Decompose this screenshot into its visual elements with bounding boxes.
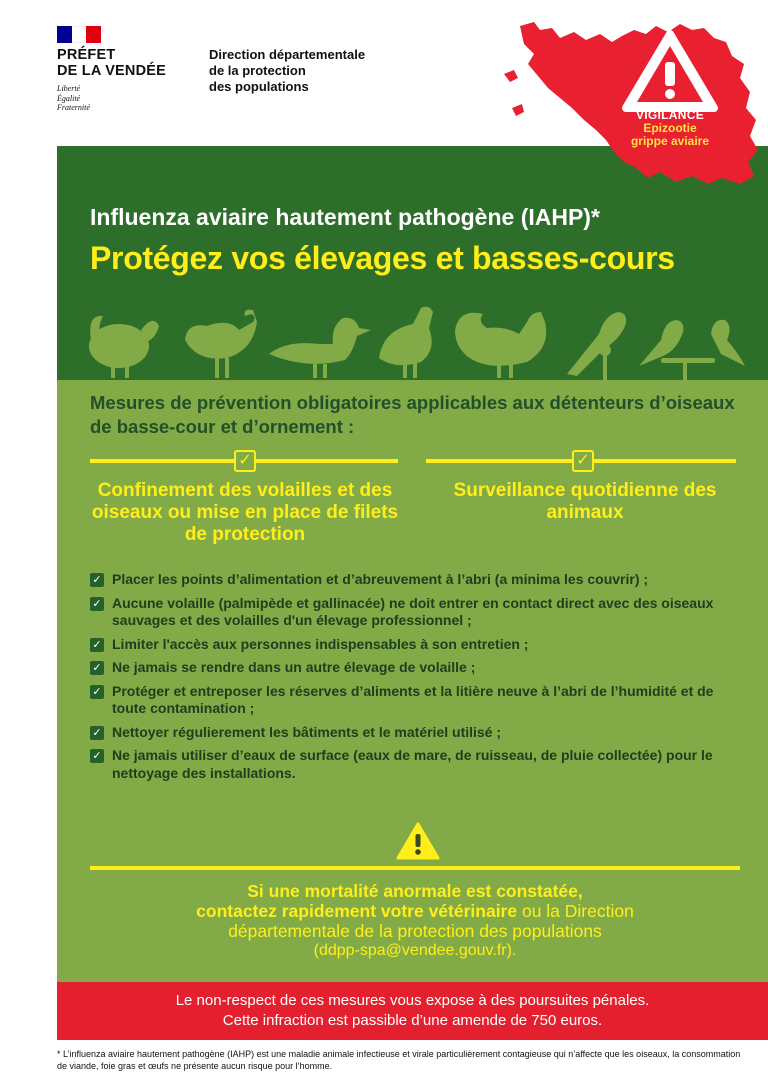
poster-subtitle: Influenza aviaire hautement pathogène (IAHP)* [90, 204, 600, 230]
hen-icon [185, 310, 257, 378]
contact-line-2 [90, 901, 740, 921]
list-item [90, 659, 750, 677]
ddpp-line-3: des populations [209, 79, 309, 94]
vendee-map-icon [500, 12, 762, 188]
list-item [90, 724, 750, 742]
warning-icon [396, 822, 440, 860]
parrot-icon [567, 312, 626, 380]
motto-egalite: Égalité [57, 93, 81, 103]
measure-text: Limiter l'accès aux personnes indispensables à son entretien ; [112, 635, 529, 652]
alert-divider [90, 866, 740, 870]
prefet-line-1: PRÉFET [57, 47, 116, 63]
duck-icon [269, 318, 371, 378]
check-icon: ✓ [90, 597, 104, 611]
measures-list [90, 571, 750, 788]
contact-line-3: départementale de la protection des populations [228, 921, 602, 941]
guinea-fowl-icon [379, 307, 433, 378]
check-icon: ✓ [90, 573, 104, 587]
contact-or-ddpp: ou la Direction [517, 901, 634, 921]
penalty-line-2: Cette infraction est passible d’une amende de 750 euros. [222, 1012, 603, 1029]
rooster-icon [455, 312, 546, 378]
check-icon: ✓ [90, 726, 104, 740]
contact-block [90, 881, 740, 961]
vigilance-grippe: grippe aviaire [630, 134, 710, 148]
prefet-title [57, 47, 166, 79]
ddpp-label [209, 47, 365, 95]
checkbox-icon-right: ✓ [572, 450, 594, 472]
measure-text: Nettoyer régulierement les bâtiments et le matériel utilisé ; [112, 723, 502, 740]
measure-text: Aucune volaille (palmipède et gallinacée) ne doit entrer en contact direct avec des oiseaux sauvages et des volailles d'un élevage professionnel ; [112, 594, 714, 628]
birds-silhouettes [57, 300, 768, 382]
poster-title: Protégez vos élevages et basses-cours [90, 240, 675, 276]
vigilance-label: VIGILANCE [635, 108, 705, 122]
measure-text: Protéger et entreposer les réserves d’aliments et la litière neuve à l’abri de l’humidité et de toute contamination ; [112, 682, 714, 716]
list-item [90, 571, 750, 589]
budgies-icon [639, 320, 745, 380]
surveillance-heading: Surveillance quotidienne des animaux [453, 480, 717, 523]
measures-intro: Mesures de prévention obligatoires applicables aux détenteurs d’oiseaux de basse-cour et d’ornement : [90, 392, 735, 437]
contact-email[interactable]: (ddpp-spa@vendee.gouv.fr). [313, 942, 517, 959]
penalty-banner [57, 982, 768, 1040]
motto-fraternite: Fraternité [57, 103, 90, 112]
ddpp-line-1: Direction départementale [209, 47, 366, 62]
check-icon: ✓ [90, 638, 104, 652]
republic-motto [57, 84, 90, 113]
vigilance-badge [620, 109, 720, 148]
check-icon: ✓ [90, 661, 104, 675]
contact-vet: contactez rapidement votre vétérinaire [196, 901, 518, 921]
check-icon: ✓ [90, 749, 104, 763]
penalty-line-1: Le non-respect de ces mesures vous expose à des poursuites pénales. [175, 992, 650, 1009]
vigilance-epizootie: Epizootie [643, 121, 697, 135]
list-item [90, 636, 750, 654]
checkbox-icon-left: ✓ [234, 450, 256, 472]
ddpp-line-2: de la protection [209, 63, 306, 78]
turkey-icon [89, 316, 159, 378]
footnote: * L’influenza aviaire hautement pathogène (IAHP) est une maladie animale infectieuse et virale particulièrement contagieuse qui n’affecte que les oiseaux, la consommation de viande, foie gras et œufs ne présente aucun risque pour l’homme. [57, 1049, 741, 1071]
motto-liberte: Liberté [57, 84, 81, 93]
list-item [90, 747, 750, 782]
contact-line-1: Si une mortalité anormale est constatée, [247, 881, 583, 901]
marianne-logo [57, 26, 101, 43]
list-item [90, 683, 750, 718]
list-item [90, 595, 750, 630]
confinement-heading: Confinement des volailles et des oiseaux ou mise en place de filets de protection [91, 480, 399, 545]
measure-text: Ne jamais se rendre dans un autre élevage de volaille ; [112, 659, 476, 675]
measure-text: Placer les points d’alimentation et d’abreuvement à l’abri (a minima les couvrir) ; [112, 571, 649, 587]
check-icon: ✓ [90, 685, 104, 699]
measure-text: Ne jamais utiliser d’eaux de surface (eaux de mare, de ruisseau, de pluie collectée) pour le nettoyage des installations. [112, 747, 713, 781]
prefet-line-2: DE LA VENDÉE [57, 63, 167, 79]
